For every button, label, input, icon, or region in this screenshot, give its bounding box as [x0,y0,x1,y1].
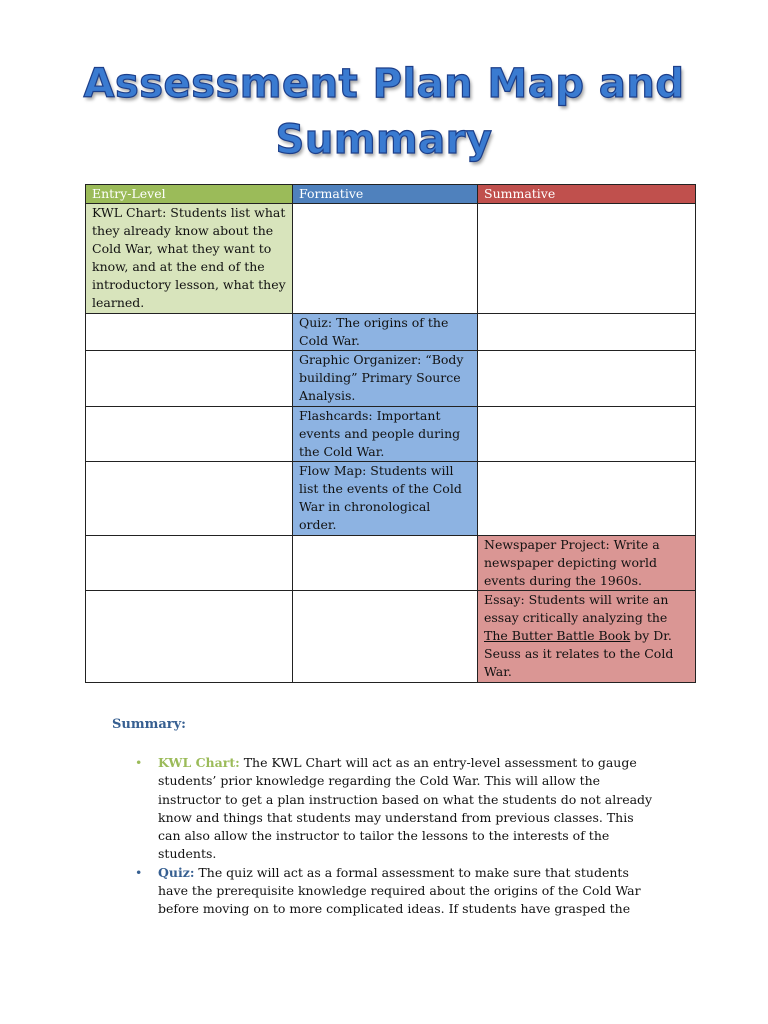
cell-summative [478,462,696,536]
table-row [86,591,696,683]
summary-item-text: The quiz will act as a formal assessment to make sure that students have the prerequisite knowledge required about the origins of the Cold War before moving on to more complicated ideas. If students have grasped the [158,864,641,917]
list-item [115,754,655,864]
cell-summative [478,407,696,462]
cell-summative [478,351,696,407]
summary-item-text: The KWL Chart will act as an entry-level assessment to gauge students’ prior knowledge regarding the Cold War. This will allow the instructor to get a plan instruction based on what the students do not already know and things that students may understand from previous classes. This can also allow the instructor to tailor the lessons to the interests of the students. [158,755,653,862]
cell-formative [293,204,478,314]
page-title-line-1: Assessment Plan Map and [83,61,685,107]
header-formative: Formative [293,185,478,204]
assessment-plan-table [85,184,696,683]
cell-summative [478,204,696,314]
cell-summative: Newspaper Project: Write a newspaper depicting world events during the 1960s. [478,536,696,591]
header-summative: Summative [478,185,696,204]
cell-formative: Flashcards: Important events and people during the Cold War. [293,407,478,462]
table-row [86,351,696,407]
cell-entry [86,314,293,351]
cell-formative: Flow Map: Students will list the events of the Cold War in chronological order. [293,462,478,536]
bullet-icon: • [135,864,143,880]
cell-formative: Quiz: The origins of the Cold War. [293,314,478,351]
essay-text-after: by Dr. Seuss as it relates to the Cold War. [484,628,674,679]
table-row [86,462,696,536]
header-entry-level: Entry-Level [86,185,293,204]
summary-heading: Summary: [112,717,186,732]
summary-item-label: KWL Chart: [158,755,240,770]
page-title-line-2: Summary [275,117,493,163]
cell-entry [86,407,293,462]
table-header-row [86,185,696,204]
cell-entry [86,536,293,591]
cell-entry [86,351,293,407]
cell-summative [478,314,696,351]
list-item [115,864,655,919]
cell-entry [86,591,293,683]
cell-summative [478,591,696,683]
table-row [86,536,696,591]
bullet-icon: • [135,755,143,770]
cell-formative [293,591,478,683]
book-title: The Butter Battle Book [484,628,631,643]
cell-formative [293,536,478,591]
summary-list [115,754,655,919]
summary-item-label: Quiz: [158,864,195,880]
table-row [86,407,696,462]
page-title [0,56,768,168]
cell-entry: KWL Chart: Students list what they already know about the Cold War, what they want to know, and at the end of the introductory lesson, what they learned. [86,204,293,314]
cell-formative: Graphic Organizer: “Body building” Primary Source Analysis. [293,351,478,407]
essay-text-before: Essay: Students will write an essay critically analyzing the [484,592,669,625]
table-row [86,204,696,314]
table-row [86,314,696,351]
cell-entry [86,462,293,536]
